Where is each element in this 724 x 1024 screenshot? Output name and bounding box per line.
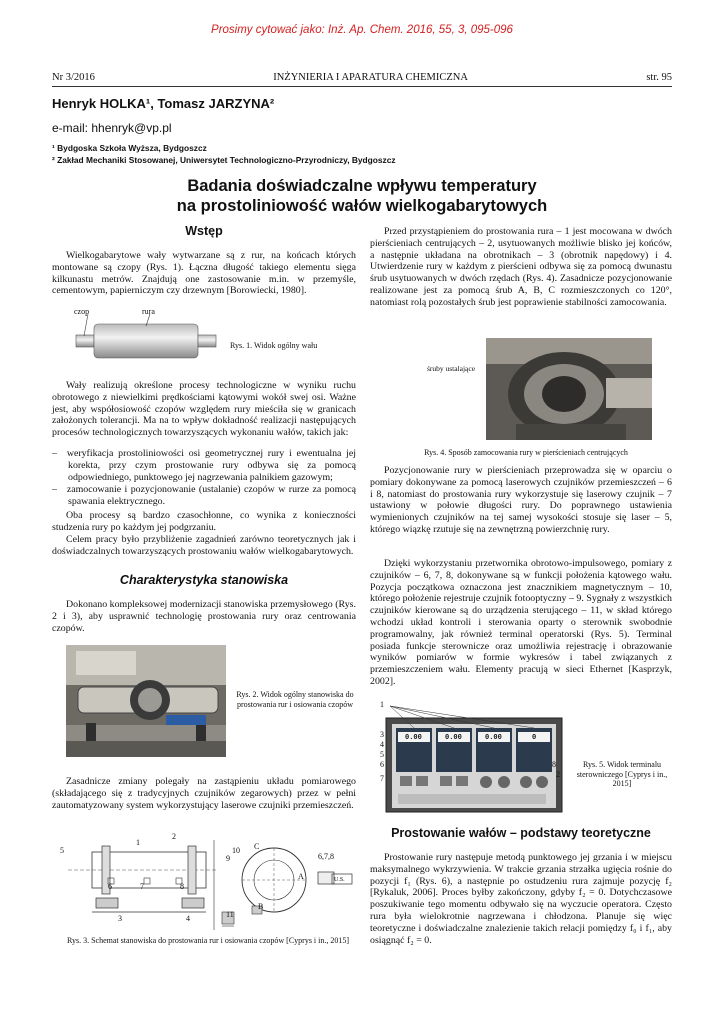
fig5-label-8: 8 — [552, 760, 556, 769]
fig3-label-10: 10 — [232, 846, 240, 855]
right-paragraph-4: Prostowanie rury następuje metodą punktowego jej grzania i w miejscu maksymalnego wykrzywienia. W trakcie grzania strzałka ugięcia rośnie do pozycji f₁ (Rys. 6), a następnie po ostudzeniu rura zajmuje pozycję f₂ [Rykaluk, 2006]. Proces byłby zakończony, gdyby f₂ = 0. Dotychczasowe poszukiwanie tego momentu odbywało się na wyczucie operatora. Często rura była wielokrotnie nagrzewana i chłodzona. Planuje się więc teoretyczne i doświadczalne znalezienie takich relacji pomiędzy f₀ i f₁, aby osiągnąć f₂ = 0. — [370, 852, 672, 946]
paper-title — [60, 176, 664, 216]
fig5-label-1: 1 — [380, 700, 384, 709]
fig4-label: śruby ustalające — [426, 364, 476, 373]
fig3-label-2: 2 — [172, 832, 176, 841]
fig5-label-2: 2 — [556, 770, 560, 779]
affiliation-2: ² Zakład Mechaniki Stosowanej, Uniwersytet Technologiczno-Przyrodniczy, Bydgoszcz — [52, 155, 396, 165]
figure-5-terminal — [374, 702, 568, 814]
author-email[interactable]: e-mail: hhenryk@vp.pl — [52, 121, 172, 135]
fig3-label-C: C — [254, 842, 260, 851]
fig5-readout-3: 0.00 — [485, 734, 502, 742]
fig5-readout-1: 0.00 — [405, 734, 422, 742]
fig3-label-7: 7 — [140, 882, 144, 891]
paragraph-4: Celem pracy było przybliżenie zagadnień zarówno teoretycznych jak i doświadczalnych towarzyszących prostowaniu wałów wielkogabarytowych. — [52, 534, 356, 557]
paragraph-6: Zasadnicze zmiany polegały na zastąpieniu układu pomiarowego (składającego się z tradycyjnych czujników zegarowych) przez w pełni zautomatyzowany system wykorzystujący laserowe czujniki przemieszczeń. — [52, 776, 356, 811]
page-number: str. 95 — [646, 72, 672, 83]
running-header — [52, 72, 672, 87]
heading-prostowanie: Prostowanie wałów – podstawy teoretyczne — [391, 826, 651, 840]
heading-wstep: Wstęp — [185, 224, 223, 238]
authors: Henryk HOLKA¹, Tomasz JARZYNA² — [52, 96, 275, 111]
right-paragraph-2: Pozycjonowanie rury w pierścieniach przeprowadza się w oparciu o pomiary dokonywane za pomocą laserowych czujników przemieszczeń – 6 i 8, natomiast do prostowania rury wykorzystuje się laserowy czujnik – 7 ustawiony w połowie długości rury. Do poprawnego ustawienia wymienionych czujników na tej samej wysokości stosuje się laser – 5, którego wiązkę rzutuje się na zewnętrzną powierzchnię rury. — [370, 465, 672, 535]
fig3-label-1: 1 — [136, 838, 140, 847]
fig3-label-B: B — [258, 902, 264, 911]
fig1-label-czop: czop — [74, 307, 90, 316]
fig1-label-rura: rura — [142, 307, 155, 316]
citation-banner: Prosimy cytować jako: Inż. Ap. Chem. 2016, 55, 3, 095-096 — [211, 24, 513, 36]
fig3-label-678: 6,7,8 — [318, 852, 334, 861]
paragraph-5: Dokonano kompleksowej modernizacji stanowiska przemysłowego (Rys. 2 i 3), aby usprawnić technologię prostowania rury oraz centrowania czopów. — [52, 599, 356, 634]
title-line-2: na prostoliniowość wałów wielkogabarytowych — [176, 197, 548, 215]
paragraph-3: Oba procesy są bardzo czasochłonne, co wynika z konieczności studzenia rury po każdym jej podgrzaniu. — [52, 510, 356, 533]
fig1-caption: Rys. 1. Widok ogólny wału — [230, 341, 318, 350]
fig3-label-11: 11 — [226, 910, 234, 919]
fig3-label-6: 6 — [108, 882, 112, 891]
fig5-label-6: 6 — [380, 760, 384, 769]
affiliation-1: ¹ Bydgoska Szkoła Wyższa, Bydgoszcz — [52, 143, 207, 153]
fig3-label-4: 4 — [186, 914, 190, 923]
bullet-1: – weryfikacja prostoliniowości osi geometrycznej rury i ewentualna jej korekta, przy czym prostowanie rury odbywa się za pomocą odpowiedniego, punktowego jej nagrzewania palnikiem gazowym; — [52, 448, 356, 483]
figure-2-photo — [66, 645, 226, 757]
fig4-caption: Rys. 4. Sposób zamocowania rury w pierścieniach centrujących — [424, 448, 628, 457]
fig3-label-A: A — [298, 872, 304, 881]
right-paragraph-1: Przed przystąpieniem do prostowania rura – 1 jest mocowana w dwóch pierścieniach centrujących – 2, usytuowanych możliwie blisko jej końców, a następnie układana na obrotnikach – 3 (obrotnik napędowy) i 4. Utwierdzenie rury w każdym z pierścieni odbywa się za pomocą dwunastu śrub usytuowanych w dwóch rzędach (Rys. 4). Zasadnicze pozycjonowanie realizowane jest za pomocą śrub A, B, C rozmieszczonych co 120°, natomiast rolą pozostałych śrub jest poprawienie stabilności zamocowania. — [370, 226, 672, 308]
fig3-label-9: 9 — [226, 854, 230, 863]
fig3-label-3: 3 — [118, 914, 122, 923]
paragraph-2: Wały realizują określone procesy technologiczne w wyniku ruchu obrotowego z niewielkimi prędkościami kątowymi wokół swej osi. Ważne jest, aby współosiowość czopów względem rury mieściła się w granicach założonych tolerancji. Ma na to wpływ dokładność realizacji następujących procesów technologicznych towarzyszących wykonaniu wałów, takich jak: — [52, 380, 356, 439]
fig5-readout-4: 0 — [532, 734, 537, 742]
fig3-label-8: 8 — [180, 882, 184, 891]
fig5-label-3: 3 — [380, 730, 384, 739]
fig5-label-7: 7 — [380, 774, 384, 783]
figure-3-schematic — [56, 830, 356, 938]
figure-4-photo — [486, 338, 652, 440]
right-paragraph-3: Dzięki wykorzystaniu przetwornika obrotowo-impulsowego, pomiary z czujników – 6, 7, 8, dokonywane są w funkcji położenia kątowego wału. Pozycja początkowa oznaczona jest znacznikiem magnetycznym – 10, którego położenie rejestruje czujnik fotooptyczny – 9. Sygnały z wszystkich czujników kierowane są do urządzenia sterującego – 11, w skład którego wchodzi układ kontroli i sterowania oparty o sterownik swobodnie programowalny, jak również terminal operatorski (Rys. 5). Terminal posiada funkcje sterownicze oraz umożliwia rejestrację i obrazowanie wyników pomiarów w formie wykresów i tabel związanych z przemieszczeniem wału. Elementy pracują w sieci Ethernet [Kasprzyk, 2002]. — [370, 558, 672, 687]
fig5-caption: Rys. 5. Widok terminalu sterowniczego [Cyprys i in., 2015] — [576, 760, 668, 789]
heading-charakterystyka: Charakterystyka stanowiska — [119, 573, 289, 587]
fig5-label-5: 5 — [380, 750, 384, 759]
fig3-caption: Rys. 3. Schemat stanowiska do prostowania rur i osiowania czopów [Cyprys i in., 2015] — [66, 936, 350, 945]
fig5-label-4: 4 — [380, 740, 384, 749]
heading-wstep-block — [52, 226, 356, 238]
bullet-2: – zamocowanie i pozycjonowanie (ustalanie) czopów w rurze za pomocą spawania elektrycznego. — [52, 484, 356, 507]
fig2-caption: Rys. 2. Widok ogólny stanowiska do prostowania rur i osiowania czopów — [236, 690, 354, 709]
intro-paragraph: Wielkogabarytowe wały wytwarzane są z rur, na końcach których montowane są czopy (Rys. 1). Łączna długość takiego elementu sięga kilkunastu metrów. Znajdują one zastosowanie m.in. w przemyśle, cementowym, papierniczym czy drzewnym [Borowiecki, 1980]. — [52, 250, 356, 297]
fig3-label-5: 5 — [60, 846, 64, 855]
title-line-1: Badania doświadczalne wpływu temperatury — [187, 177, 537, 195]
heading-prost-block — [370, 828, 672, 840]
issue-number: Nr 3/2016 — [52, 72, 95, 83]
journal-name: INŻYNIERIA I APARATURA CHEMICZNA — [273, 72, 468, 83]
fig3-label-us: U.S. — [334, 877, 345, 883]
heading-char-block — [52, 575, 356, 587]
fig5-readout-2: 0.00 — [445, 734, 462, 742]
